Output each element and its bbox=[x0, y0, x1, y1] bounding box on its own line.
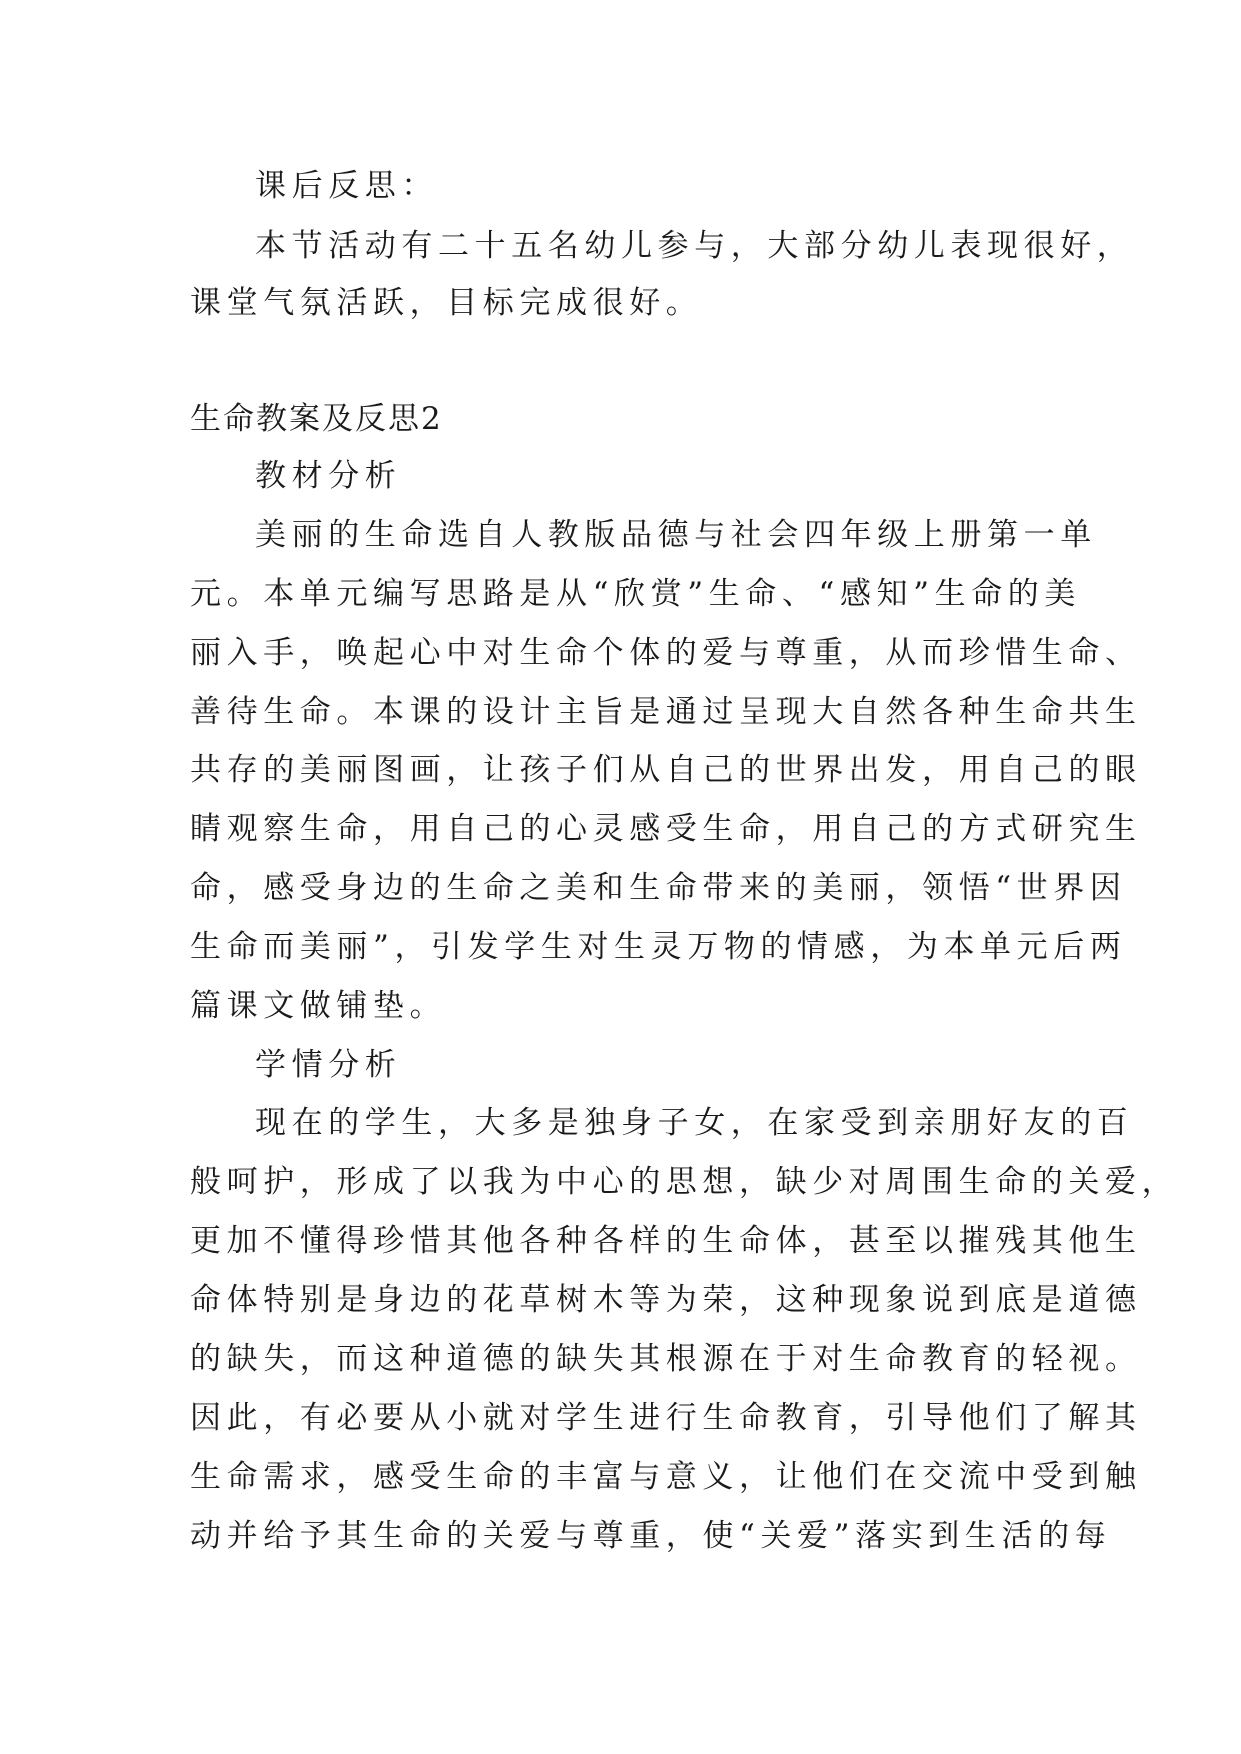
paragraph-line: 本节活动有二十五名幼儿参与，大部分幼儿表现很好， bbox=[255, 228, 1134, 264]
paragraph-line: 生命而美丽”，引发学生对生灵万物的情感，为本单元后两 bbox=[190, 929, 1127, 965]
paragraph-line: 生命需求，感受生命的丰富与意义，让他们在交流中受到触 bbox=[190, 1459, 1142, 1495]
paragraph-line: 共存的美丽图画，让孩子们从自己的世界出发，用自己的眼 bbox=[190, 752, 1142, 788]
section-title: 生命教案及反思2 bbox=[190, 401, 443, 437]
paragraph-line: 睛观察生命，用自己的心灵感受生命，用自己的方式研究生 bbox=[190, 811, 1142, 847]
paragraph-line: 命，感受身边的生命之美和生命带来的美丽，领悟“世界因 bbox=[190, 870, 1127, 906]
paragraph-line: 动并给予其生命的关爱与尊重，使“关爱”落实到生活的每 bbox=[190, 1518, 1112, 1554]
paragraph-line: 现在的学生，大多是独身子女，在家受到亲朋好友的百 bbox=[255, 1105, 1134, 1141]
paragraph-line: 课堂气氛活跃，目标完成很好。 bbox=[190, 285, 703, 321]
reflection-heading: 课后反思： bbox=[255, 168, 438, 204]
subheading-material-analysis: 教材分析 bbox=[255, 458, 402, 494]
paragraph-line: 因此，有必要从小就对学生进行生命教育，引导他们了解其 bbox=[190, 1400, 1142, 1436]
paragraph-line: 元。本单元编写思路是从“欣赏”生命、“感知”生命的美 bbox=[190, 576, 1081, 612]
paragraph-line: 篇课文做铺垫。 bbox=[190, 988, 447, 1024]
subheading-student-analysis: 学情分析 bbox=[255, 1047, 402, 1083]
paragraph-line: 善待生命。本课的设计主旨是通过呈现大自然各种生命共生 bbox=[190, 694, 1142, 730]
paragraph-line: 更加不懂得珍惜其他各种各样的生命体，甚至以摧残其他生 bbox=[190, 1223, 1142, 1259]
paragraph-line: 的缺失，而这种道德的缺失其根源在于对生命教育的轻视。 bbox=[190, 1341, 1142, 1377]
paragraph-line: 般呵护，形成了以我为中心的思想，缺少对周围生命的关爱， bbox=[190, 1164, 1179, 1200]
paragraph-line: 丽入手，唤起心中对生命个体的爱与尊重，从而珍惜生命、 bbox=[190, 635, 1142, 671]
paragraph-line: 美丽的生命选自人教版品德与社会四年级上册第一单 bbox=[255, 517, 1097, 553]
paragraph-line: 命体特别是身边的花草树木等为荣，这种现象说到底是道德 bbox=[190, 1282, 1142, 1318]
